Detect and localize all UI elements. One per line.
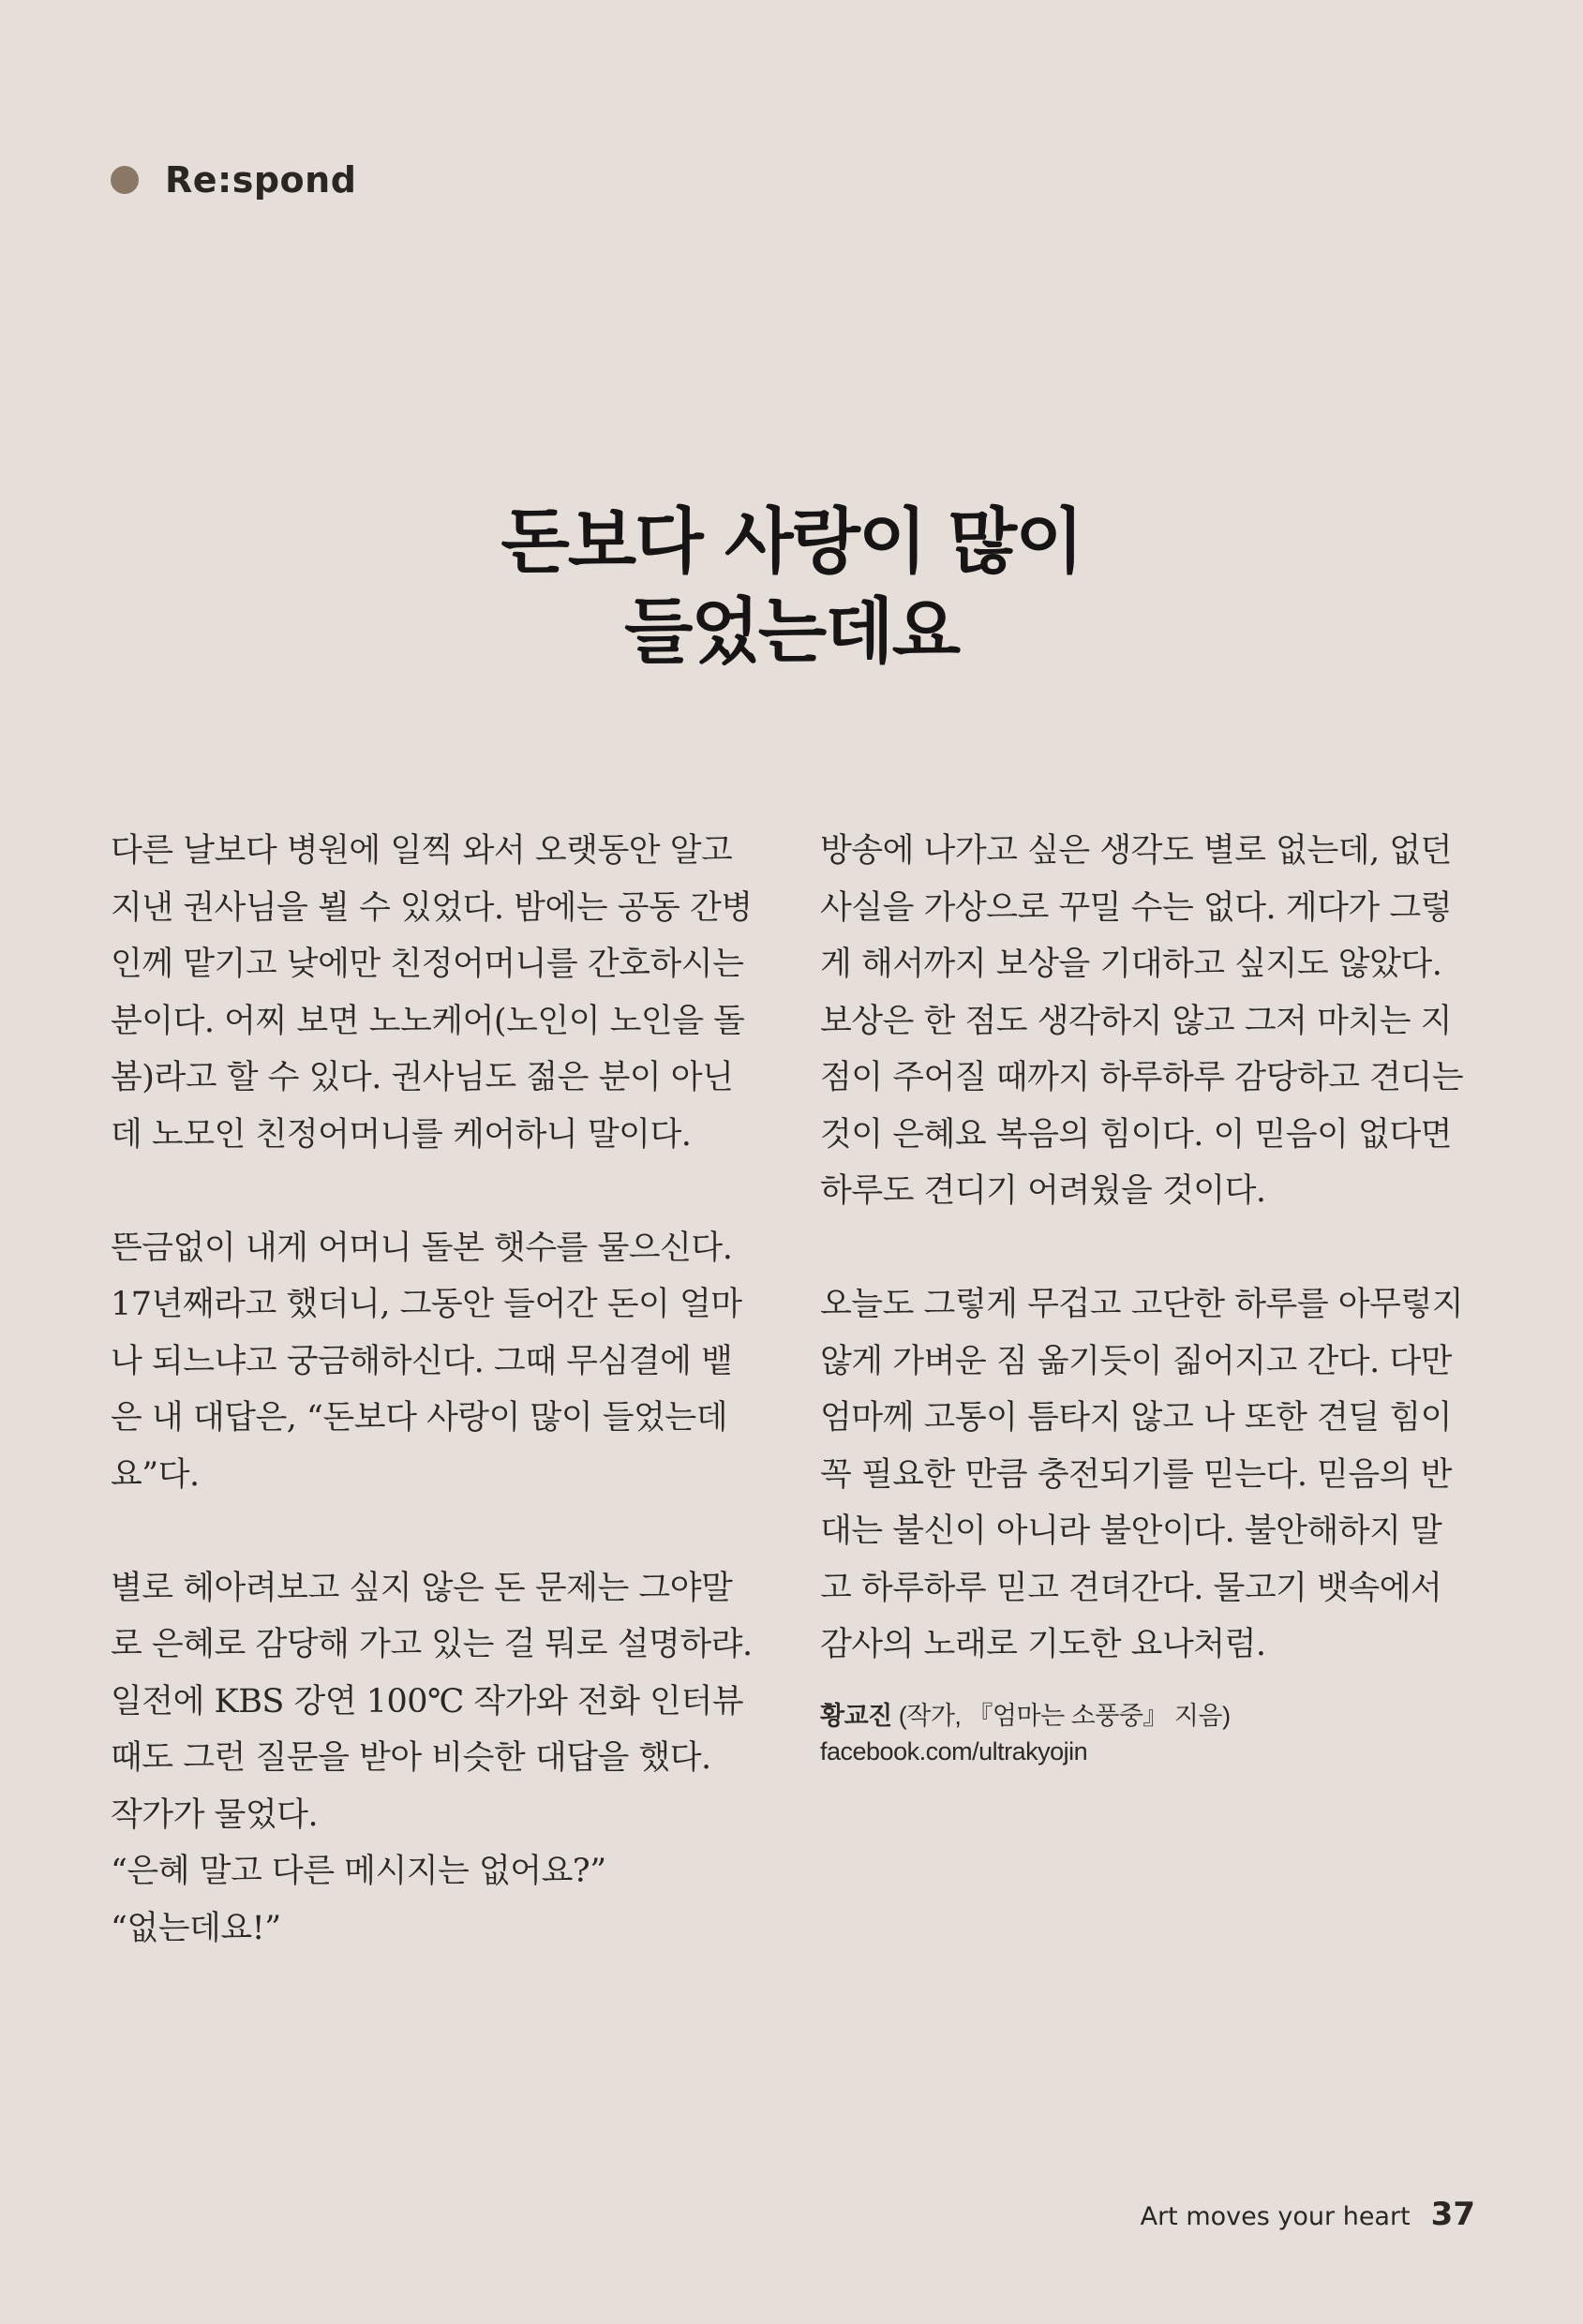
text-line: “은혜 말고 다른 메시지는 없어요?”: [111, 1853, 606, 1890]
text-line: 17년째라고 했더니, 그동안 들어간 돈이 얼마: [111, 1286, 742, 1323]
paragraph: [820, 823, 1476, 1220]
page-footer: [1141, 2196, 1475, 2233]
text-line: 뜬금없이 내게 어머니 돌본 햇수를 물으신다.: [111, 1229, 733, 1267]
text-line: 감사의 노래로 기도한 요나처럼.: [820, 1626, 1266, 1663]
author-facebook-link[interactable]: facebook.com/ultrakyojin: [820, 1736, 1088, 1765]
text-line: 때도 그런 질문을 받아 비슷한 대답을 했다.: [111, 1739, 711, 1777]
text-line: 인께 맡기고 낮에만 친정어머니를 간호하시는: [111, 946, 744, 983]
text-line: 다른 날보다 병원에 일찍 와서 오랫동안 알고: [111, 832, 733, 870]
text-line: 점이 주어질 때까지 하루하루 감당하고 견디는: [820, 1059, 1464, 1096]
paragraph: [111, 823, 767, 1163]
text-line: 작가가 물었다.: [111, 1795, 319, 1834]
text-line: 지낸 권사님을 뵐 수 있었다. 밤에는 공동 간병: [111, 888, 753, 927]
text-line: 분이다. 어찌 보면 노노케어(노인이 노인을 돌: [111, 1002, 745, 1040]
text-line: “없는데요!”: [111, 1909, 281, 1947]
text-line: 대는 불신이 아니라 불안이다. 불안해하지 말: [820, 1512, 1442, 1550]
section-label: Re:spond: [165, 159, 357, 201]
text-line: 엄마께 고통이 틈타지 않고 나 또한 견딜 힘이: [820, 1399, 1452, 1437]
text-line: 별로 헤아려보고 싶지 않은 돈 문제는 그야말: [111, 1569, 733, 1607]
paragraph: [820, 1276, 1476, 1674]
title-line: 들었는데요: [623, 589, 960, 673]
right-column: [820, 823, 1476, 1769]
text-line: 하루도 견디기 어려웠을 것이다.: [820, 1172, 1266, 1210]
text-line: 은 내 대답은, “돈보다 사랑이 많이 들었는데: [111, 1399, 728, 1437]
text-line: 오늘도 그렇게 무겁고 고단한 하루를 아무렇지: [820, 1286, 1464, 1323]
text-line: 않게 가벼운 짐 옮기듯이 짊어지고 간다. 다만: [820, 1342, 1452, 1380]
text-line: 봄)라고 할 수 있다. 권사님도 젊은 분이 아닌: [111, 1059, 734, 1096]
text-line: 사실을 가상으로 꾸밀 수는 없다. 게다가 그렇: [820, 888, 1452, 927]
article-title: [0, 497, 1583, 677]
section-tag: [111, 159, 356, 201]
text-line: 꼭 필요한 만큼 충전되기를 믿는다. 믿음의 반: [820, 1455, 1452, 1494]
paragraph: [111, 1220, 767, 1504]
footer-tagline: Art moves your heart: [1140, 2202, 1411, 2231]
text-line: 일전에 KBS 강연 100℃ 작가와 전화 인터뷰: [111, 1682, 744, 1721]
author-credit: [820, 1698, 1476, 1769]
text-line: 데 노모인 친정어머니를 케어하니 말이다.: [111, 1115, 692, 1154]
title-line: 돈보다 사랑이 많이: [500, 499, 1083, 583]
left-column: [111, 823, 767, 1957]
text-line: 요”다.: [111, 1455, 200, 1494]
page-number: 37: [1430, 2196, 1475, 2233]
text-line: 것이 은혜요 복음의 힘이다. 이 믿음이 없다면: [820, 1115, 1452, 1154]
text-line: 보상은 한 점도 생각하지 않고 그저 마치는 지: [820, 1002, 1452, 1040]
bullet-dot-icon: [111, 166, 139, 194]
author-description: (작가, 『엄마는 소풍중』 지음): [891, 1701, 1231, 1730]
text-line: 나 되느냐고 궁금해하신다. 그때 무심결에 뱉: [111, 1342, 733, 1380]
text-line: 게 해서까지 보상을 기대하고 싶지도 않았다.: [820, 946, 1442, 983]
author-name: 황교진: [820, 1701, 892, 1730]
paragraph: [111, 1560, 767, 1958]
text-line: 방송에 나가고 싶은 생각도 별로 없는데, 없던: [820, 832, 1452, 870]
text-line: 로 은혜로 감당해 가고 있는 걸 뭐로 설명하랴.: [111, 1626, 753, 1663]
text-line: 고 하루하루 믿고 견뎌간다. 물고기 뱃속에서: [820, 1569, 1442, 1607]
